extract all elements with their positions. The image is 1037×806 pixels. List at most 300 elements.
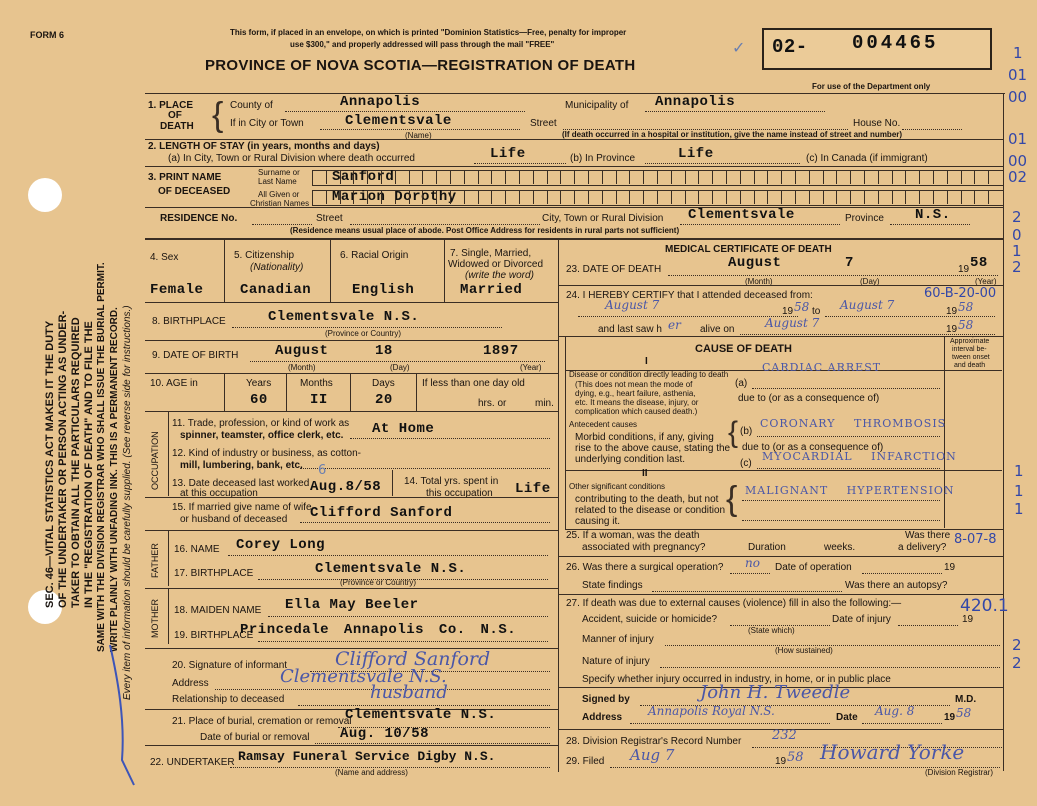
name-box-tick	[726, 170, 727, 184]
q25-delivery-2: a delivery?	[898, 542, 947, 553]
q28-label: 28. Division Registrar's Record Number	[566, 736, 742, 747]
q27-specify: Specify whether injury occurred in industry, in home, or in public place	[582, 674, 891, 685]
q26-date-line	[862, 573, 942, 574]
given-label-2: Christian Names	[250, 199, 310, 208]
cause-interval-divider	[944, 336, 945, 528]
side-instruction-line-1: SEC. 46—VITAL STATISTICS ACT MAKES IT THE DUTY	[44, 320, 56, 608]
divider-age-4	[416, 373, 417, 411]
father-name-line	[228, 555, 548, 556]
father-birthplace-sublabel: (Province or Country)	[340, 578, 417, 587]
cause-c-line	[757, 468, 940, 469]
name-box-tick	[947, 190, 948, 204]
side-instruction-line-6: WRITE PLAINLY WITH UNFADING INK. THIS IS A PERMANENT RECORD.	[109, 307, 120, 652]
cause-a-label: (a)	[735, 378, 748, 389]
divider-sex	[224, 240, 225, 302]
mother-birthplace-value: Princedale Annapolis Co. N.S.	[240, 622, 517, 638]
q27-nature-line	[660, 667, 1000, 668]
name-box-tick	[547, 170, 548, 184]
attended-from: August 7	[605, 298, 660, 312]
surname-box	[312, 170, 1004, 186]
margin-code-5: 00	[1008, 152, 1028, 170]
name-box-tick	[574, 190, 575, 204]
cause-c-label: (c)	[740, 458, 752, 469]
name-box-tick	[616, 190, 617, 204]
municipality-label: Municipality of	[565, 100, 629, 111]
dob-label: 9. DATE OF BIRTH	[152, 350, 239, 361]
name-box-tick	[519, 170, 520, 184]
name-box-tick	[754, 170, 755, 184]
margin-code-7: 2	[1012, 208, 1022, 226]
name-box-tick	[767, 190, 768, 204]
stay-b-line	[645, 163, 800, 164]
margin-code-6: 02	[1008, 168, 1028, 186]
cause-b-label: (b)	[740, 426, 753, 437]
house-label: House No.	[853, 118, 901, 129]
father-birthplace-label: 17. BIRTHPLACE	[174, 568, 254, 579]
disease-label-5: complication which caused death.)	[575, 407, 698, 416]
father-divider	[168, 530, 169, 586]
name-box-tick	[698, 170, 699, 184]
margin-code-3: 00	[1008, 88, 1028, 106]
name-box-tick	[767, 170, 768, 184]
name-label-1: 3. PRINT NAME	[148, 172, 222, 183]
margin-code-10: 2	[1012, 258, 1022, 276]
punch-hole-top	[28, 178, 62, 212]
q27-how: (How sustained)	[775, 646, 833, 655]
citizenship-label: 5. Citizenship	[234, 250, 295, 261]
name-box-tick	[754, 190, 755, 204]
dob-year-sublabel: (Year)	[520, 363, 542, 372]
age-months-label: Months	[300, 378, 333, 389]
disease-label-2: (This does not mean the mode of	[575, 380, 693, 389]
rule-after-q26	[558, 594, 1003, 595]
rule-after-name	[145, 207, 1003, 208]
mother-maiden-line	[268, 616, 548, 617]
name-box-tick	[464, 170, 465, 184]
other-label-2: contributing to the death, but not	[575, 494, 719, 505]
q12-label-a: 12. Kind of industry or business, as cotton-	[172, 448, 361, 459]
name-box-tick	[340, 190, 341, 204]
q25-label-2: associated with pregnancy?	[582, 542, 706, 553]
mother-birthplace-line	[258, 641, 548, 642]
name-box-tick	[464, 190, 465, 204]
name-box-tick	[353, 190, 354, 204]
occupation-divider	[168, 411, 169, 496]
rule-after-spouse	[145, 530, 558, 531]
name-box-tick	[588, 190, 589, 204]
dob-line	[250, 361, 545, 362]
margin-stamp-code: 60-B-20-00	[924, 286, 997, 301]
last-saw-date: August 7	[765, 316, 820, 330]
name-box-tick	[353, 170, 354, 184]
name-box-tick	[395, 170, 396, 184]
residence-city-line	[680, 224, 840, 225]
q11-value: At Home	[372, 421, 435, 437]
other-label-3: related to the disease or condition	[575, 505, 726, 516]
name-box-tick	[892, 190, 893, 204]
disease-label-1: Disease or condition directly leading to death	[569, 370, 729, 379]
informant-address: Clementsvale N.S.	[280, 666, 447, 687]
q28-value: 232	[772, 728, 797, 743]
cause-a-value: CARDIAC ARREST	[762, 361, 882, 374]
margin-420-code: 420.1	[960, 596, 1009, 616]
age-years: 60	[250, 392, 268, 408]
rule-after-father	[145, 588, 558, 589]
margin-code-11: 1	[1014, 462, 1024, 480]
cause-b-due-to: due to (or as a consequence of)	[742, 442, 884, 453]
death-day-sublabel: (Day)	[860, 277, 880, 286]
city-label: If in City or Town	[230, 118, 304, 129]
divider-age-1	[224, 373, 225, 411]
q26-date-label: Date of operation	[775, 562, 852, 573]
margin-birth-code: 8-07-8	[954, 532, 997, 547]
surname-value: Sanford	[332, 169, 395, 185]
residence-province-value: N.S.	[915, 207, 951, 223]
death-year: 58	[970, 255, 988, 271]
name-box-tick	[961, 170, 962, 184]
signed-year: 58	[956, 706, 972, 720]
name-box-tick	[864, 170, 865, 184]
father-name-value: Corey Long	[236, 537, 326, 553]
q29-date: Aug 7	[630, 746, 675, 764]
name-box-tick	[560, 190, 561, 204]
q27-label: 27. If death was due to external causes (violence) fill in also the following:—	[566, 598, 902, 609]
registration-number: 004465	[852, 32, 939, 54]
divider-age-3	[350, 373, 351, 411]
cause-a-line	[752, 388, 940, 389]
name-box-tick	[436, 190, 437, 204]
marital-value: Married	[460, 282, 523, 298]
interval-label-2: interval be-	[952, 346, 987, 353]
q14-label-a: 14. Total yrs. spent in	[404, 476, 499, 487]
name-box-tick	[629, 190, 630, 204]
q25-label-1: 25. If a woman, was the death	[566, 530, 700, 541]
citizenship-sublabel: (Nationality)	[250, 262, 304, 273]
medical-cert-title: MEDICAL CERTIFICATE OF DEATH	[665, 244, 832, 255]
form-number: FORM 6	[30, 30, 65, 40]
informant-relation: husband	[370, 682, 448, 703]
last-saw-pronoun: er	[668, 318, 681, 332]
cause-a-due-to: due to (or as a consequence of)	[738, 393, 880, 404]
death-day: 7	[845, 255, 854, 271]
q25-delivery-1: Was there	[905, 530, 951, 541]
birthplace-line	[232, 327, 502, 328]
birthplace-value: Clementsvale N.S.	[268, 309, 420, 325]
death-year-prefix: 19	[958, 264, 970, 275]
county-label: County of	[230, 100, 273, 111]
last-saw-year-prefix: 19	[946, 324, 958, 335]
side-instruction-line-4: IN THE "REGISTRATION OF DEATH" AND TO FILE THE	[83, 321, 95, 608]
signed-label: Signed by	[582, 694, 630, 705]
antecedent-label-1: Antecedent causes	[569, 420, 638, 429]
rule-after-burial	[145, 745, 558, 746]
name-box-tick	[450, 170, 451, 184]
cause-section-rule	[565, 470, 1002, 471]
dob-day-sublabel: (Day)	[390, 363, 410, 372]
margin-code-15: 2	[1012, 654, 1022, 672]
name-box-tick	[505, 170, 506, 184]
burial-date-value: Aug. 10/58	[340, 726, 430, 742]
spouse-label-2: or husband of deceased	[180, 514, 288, 525]
margin-code-4: 01	[1008, 130, 1028, 148]
name-box-tick	[836, 190, 837, 204]
name-box-tick	[505, 190, 506, 204]
spouse-label-1: 15. If married give name of wife	[172, 502, 312, 513]
marital-label-2: Widowed or Divorced	[448, 259, 544, 270]
age-days: 20	[375, 392, 393, 408]
mother-maiden-label: 18. MAIDEN NAME	[174, 605, 262, 616]
attended-from-year: 58	[794, 300, 810, 314]
margin-code-13: 1	[1014, 500, 1024, 518]
name-box-tick	[657, 170, 658, 184]
divider-age-2	[286, 373, 287, 411]
q13-pencil-note: 6	[318, 463, 327, 478]
name-box-tick	[367, 170, 368, 184]
q26-label: 26. Was there a surgical operation?	[566, 562, 724, 573]
signed-address: Annapolis Royal N.S.	[648, 704, 775, 718]
name-box-tick	[326, 190, 327, 204]
name-box-tick	[560, 170, 561, 184]
disease-label-4: etc. It means the disease, injury, or	[575, 398, 699, 407]
name-box-tick	[381, 190, 382, 204]
residence-province-label: Province	[845, 213, 884, 224]
cause-title: CAUSE OF DEATH	[695, 343, 792, 355]
attended-to-label: to	[812, 306, 821, 317]
q14-label-b: this occupation	[426, 488, 493, 499]
stay-b-value: Life	[678, 146, 714, 162]
side-instruction-line-2: OF THE UNDERTAKER OR PERSON ACTING AS UNDER-	[57, 310, 69, 608]
cause-section-ii: II	[642, 468, 648, 479]
name-box-tick	[491, 190, 492, 204]
rule-after-place	[145, 139, 1003, 140]
other-line-2	[742, 520, 940, 521]
name-box-tick	[809, 190, 810, 204]
side-instruction-line-5: SAME WITH THE DIVISION REGISTRAR WHO SHALL ISSUE THE BURIAL PERMIT.	[96, 262, 107, 652]
name-box-tick	[864, 190, 865, 204]
occupation-side-label: OCCUPATION	[150, 431, 160, 490]
divider-q13-q14	[392, 470, 393, 496]
q29-year-prefix: 19	[775, 756, 787, 767]
dob-month-sublabel: (Month)	[288, 363, 316, 372]
other-brace-icon: {	[726, 480, 738, 518]
name-box-tick	[919, 190, 920, 204]
age-min-label: min.	[535, 398, 554, 409]
name-box-tick	[878, 190, 879, 204]
interval-label-1: Approximate	[950, 338, 990, 345]
divider-citizenship	[330, 240, 331, 302]
municipality-value: Annapolis	[655, 94, 736, 110]
name-box-tick	[781, 170, 782, 184]
interval-label-3: tween onset	[952, 354, 990, 361]
given-label-1: All Given or	[258, 190, 300, 199]
name-box-tick	[988, 170, 989, 184]
margin-code-9: 1	[1012, 242, 1022, 260]
stay-a-label: (a) In City, Town or Rural Division where death occurred	[168, 153, 415, 164]
margin-code-12: 1	[1014, 482, 1024, 500]
age-hrs-label: hrs. or	[478, 398, 507, 409]
marital-label-1: 7. Single, Married,	[450, 248, 532, 259]
signed-address-label: Address	[582, 712, 623, 723]
death-year-sublabel: (Year)	[975, 277, 997, 286]
name-box-tick	[643, 190, 644, 204]
name-box-tick	[850, 170, 851, 184]
physician-signature: John H. Tweedle	[700, 682, 851, 703]
surname-label-1: Surname or	[258, 168, 300, 177]
q11-label-a: 11. Trade, profession, or kind of work as	[172, 418, 350, 429]
q13-label-a: 13. Date deceased last worked	[172, 478, 310, 489]
antecedent-label-3: rise to the above cause, stating the	[575, 443, 731, 454]
death-month-sublabel: (Month)	[745, 277, 773, 286]
q27-date-injury: Date of injury	[832, 614, 891, 625]
informant-signature: Clifford Sanford	[335, 648, 491, 670]
death-date-label: 23. DATE OF DEATH	[566, 264, 662, 275]
margin-code-14: 2	[1012, 636, 1022, 654]
q14-value: Life	[515, 481, 551, 497]
q29-label: 29. Filed	[566, 756, 605, 767]
municipality-line	[645, 111, 825, 112]
name-box-tick	[367, 190, 368, 204]
name-box-tick	[740, 170, 741, 184]
residence-note: (Residence means usual place of abode. Post Office Address for residents in rural parts not sufficient)	[290, 226, 680, 235]
name-box-tick	[947, 170, 948, 184]
signed-year-prefix: 19	[944, 712, 956, 723]
name-box-tick	[602, 190, 603, 204]
interval-label-4: and death	[954, 362, 986, 369]
name-label-2: OF DECEASED	[158, 186, 231, 197]
name-box-tick	[409, 190, 410, 204]
place-label-3: DEATH	[160, 121, 194, 132]
birthplace-label: 8. BIRTHPLACE	[152, 316, 226, 327]
attended-from-year-prefix: 19	[782, 306, 794, 317]
name-box-tick	[781, 190, 782, 204]
death-date-line	[668, 275, 998, 276]
margin-code-8: 0	[1012, 226, 1022, 244]
signed-date: Aug. 8	[875, 704, 915, 718]
stay-label: 2. LENGTH OF STAY (in years, months and days)	[148, 141, 380, 152]
other-label-1: Other significant conditions	[569, 482, 666, 491]
q27-state-which: (State which)	[748, 626, 795, 635]
q13-value: Aug.8/58	[310, 479, 382, 495]
registration-prefix: 02-	[772, 36, 808, 58]
name-box-tick	[933, 190, 934, 204]
name-box-tick	[657, 190, 658, 204]
margin-code-2: 01	[1008, 66, 1028, 84]
name-box-tick	[326, 170, 327, 184]
q25-weeks: weeks.	[824, 542, 856, 553]
q27-year-prefix: 19	[962, 614, 974, 625]
rule-after-age	[145, 411, 558, 412]
name-box-tick	[685, 170, 686, 184]
dob-day: 18	[375, 343, 393, 359]
name-box-tick	[974, 170, 975, 184]
signed-date-label: Date	[836, 712, 858, 723]
mother-maiden-value: Ella May Beeler	[285, 597, 419, 613]
margin-code-1: 1	[1013, 44, 1023, 62]
registrar-signature: Howard Yorke	[820, 740, 965, 764]
dob-year: 1897	[483, 343, 519, 359]
burial-date-label: Date of burial or removal	[200, 732, 310, 743]
name-box-tick	[671, 190, 672, 204]
name-box-tick	[878, 170, 879, 184]
residence-city-value: Clementsvale	[688, 207, 795, 223]
mail-notice-line-1: This form, if placed in an envelope, on which is printed "Dominion Statistics—Free, penalty for improper	[230, 28, 627, 37]
attended-to-year: 58	[958, 300, 974, 314]
q26-autopsy: Was there an autopsy?	[845, 580, 948, 591]
name-box-tick	[643, 170, 644, 184]
side-instruction-line-3: TAKER TO OBTAIN ALL THE PARTICULARS REQUIRED	[70, 317, 82, 608]
attended-to-line	[825, 316, 995, 317]
place-label-2: OF	[168, 110, 182, 121]
racial-label: 6. Racial Origin	[340, 250, 409, 261]
residence-province-line	[890, 224, 970, 225]
city-line	[320, 129, 520, 130]
pen-stroke-icon	[100, 640, 140, 790]
other-line-1	[742, 500, 940, 501]
father-side-label: FATHER	[150, 543, 160, 578]
racial-value: English	[352, 282, 415, 298]
rule-after-birthplace	[145, 340, 558, 341]
burial-date-line	[315, 743, 550, 744]
name-box-tick	[312, 190, 313, 204]
q12-line	[300, 468, 550, 469]
name-box-tick	[740, 190, 741, 204]
stay-a-line	[474, 163, 566, 164]
house-line	[902, 129, 962, 130]
age-less-label: If less than one day old	[422, 378, 525, 389]
name-box-tick	[795, 190, 796, 204]
name-box-tick	[905, 190, 906, 204]
q27-manner: Manner of injury	[582, 634, 654, 645]
burial-place-label: 21. Place of burial, cremation or removal	[172, 716, 352, 727]
q27-date-line	[898, 625, 958, 626]
name-box-tick	[533, 190, 534, 204]
name-box-tick	[629, 170, 630, 184]
name-box-tick	[574, 170, 575, 184]
age-label: 10. AGE in	[150, 378, 198, 389]
name-box-tick	[712, 170, 713, 184]
q13-label-b: at this occupation	[180, 488, 258, 499]
age-years-label: Years	[246, 378, 272, 389]
informant-address-label: Address	[172, 678, 209, 689]
form-top-rule	[145, 93, 1005, 94]
rule-after-q25	[558, 556, 1003, 557]
signed-address-line	[630, 723, 830, 724]
name-box-tick	[850, 190, 851, 204]
name-box-tick	[974, 190, 975, 204]
name-box-tick	[588, 170, 589, 184]
rule-after-stay	[145, 166, 1003, 167]
informant-relation-label: Relationship to deceased	[172, 694, 285, 705]
q26-line	[730, 573, 770, 574]
residence-no-line	[252, 224, 312, 225]
name-box-tick	[712, 190, 713, 204]
disease-label-3: dying, e.g., heart failure, asthenia,	[575, 389, 696, 398]
attended-to: August 7	[840, 298, 895, 312]
citizenship-value: Canadian	[240, 282, 312, 298]
stay-b-label: (b) In Province	[570, 153, 636, 164]
antecedent-brace-icon: {	[728, 416, 739, 449]
undertaker-sublabel: (Name and address)	[335, 768, 408, 777]
divider-racial	[444, 240, 445, 302]
city-name-sublabel: (Name)	[405, 131, 432, 140]
name-box-tick	[905, 170, 906, 184]
q27-nature: Nature of injury	[582, 656, 650, 667]
other-value: MALIGNANT HYPERTENSION	[745, 484, 955, 497]
last-saw-label-b: alive on	[700, 324, 735, 335]
last-saw-label-a: and last saw h	[598, 324, 662, 335]
q11-line	[350, 438, 550, 439]
check-mark-icon: ✓	[732, 38, 746, 57]
